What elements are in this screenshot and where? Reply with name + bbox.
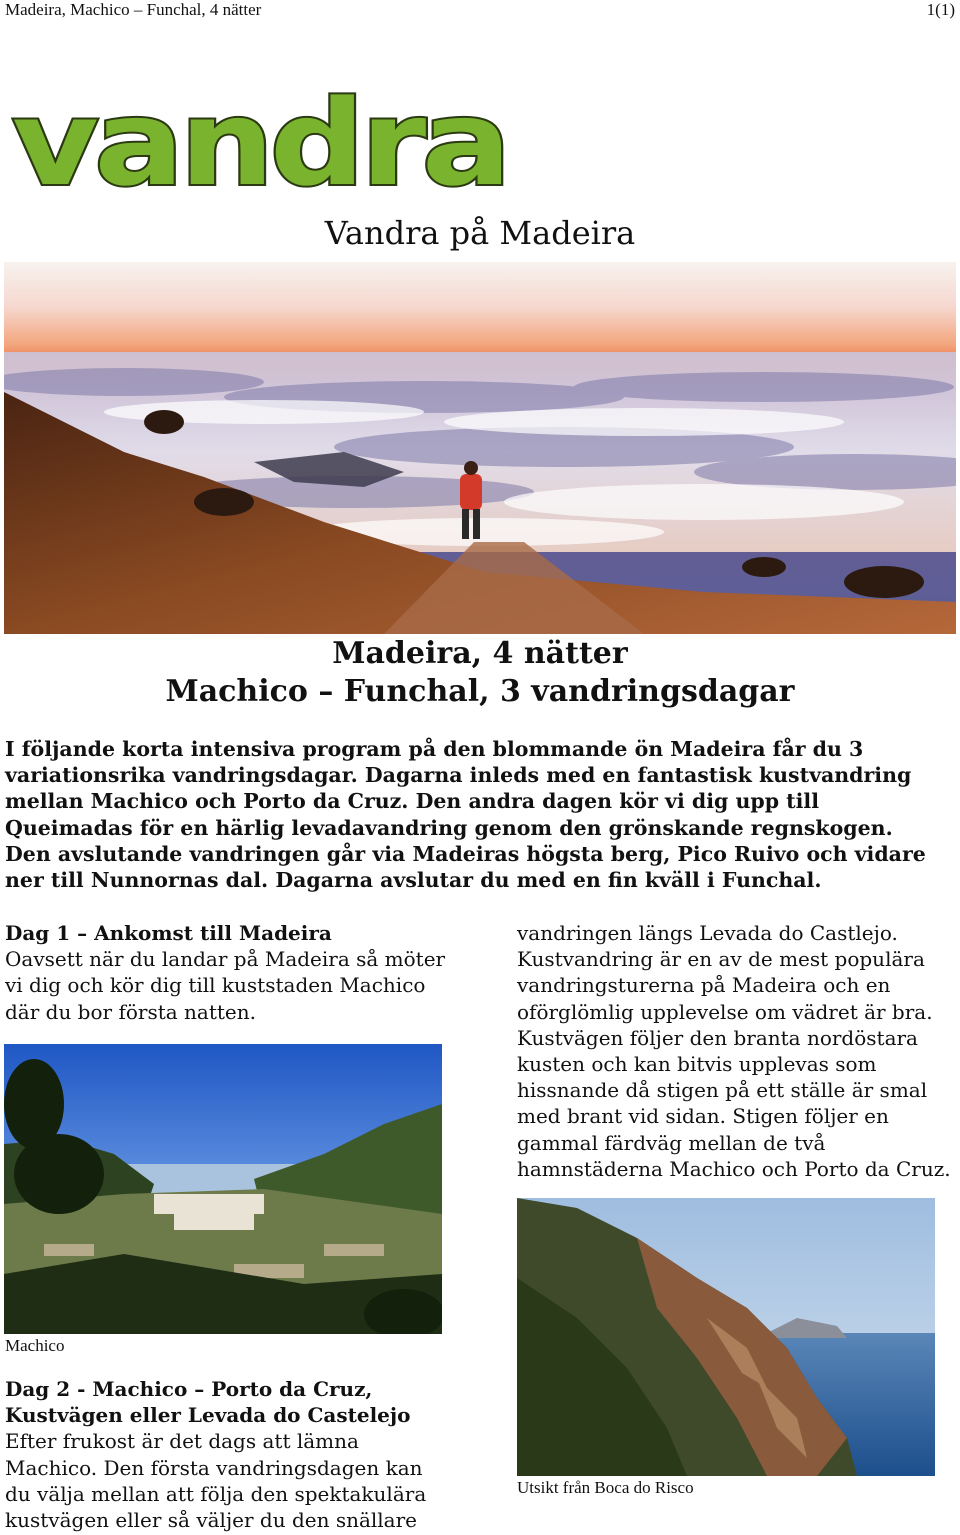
day1-heading: Dag 1 – Ankomst till Madeira bbox=[5, 921, 332, 945]
day1-text-line: där du bor första natten. bbox=[5, 999, 256, 1024]
intro-line: ner till Nunnornas dal. Dagarna avslutar du med en fin kväll i Funchal. bbox=[5, 868, 822, 893]
right-text-line: Kustvägen följer den branta nordöstara bbox=[517, 1025, 918, 1050]
day2-heading-line-2: Kustvägen eller Levada do Castelejo bbox=[5, 1403, 411, 1428]
intro-line: I följande korta intensiva program på den blommande ön Madeira får du 3 bbox=[5, 737, 864, 761]
machico-photo bbox=[4, 1044, 442, 1334]
right-text-line: med brant vid sidan. Stigen följer en bbox=[517, 1104, 889, 1129]
svg-text:vandra: vandra bbox=[12, 92, 507, 197]
subtitle-line-1: Madeira, 4 nätter bbox=[332, 636, 628, 671]
day2-text-line: kustvägen eller så väljer du den snällare bbox=[5, 1508, 418, 1533]
vandra-logo bbox=[4, 92, 514, 197]
intro-line: Den avslutande vandringen går via Madeiras högsta berg, Pico Ruivo och vidare bbox=[5, 841, 926, 866]
right-text-line: vandringen längs Levada do Castlejo. bbox=[517, 921, 898, 945]
right-text-line: Kustvandring är en av de mest populära bbox=[517, 947, 925, 972]
intro-paragraph bbox=[5, 736, 955, 893]
right-text-line: vandringsturerna på Madeira och en bbox=[517, 973, 891, 998]
page-number: 1(1) bbox=[926, 0, 955, 19]
right-text-line: gammal färdväg mellan de två bbox=[517, 1130, 826, 1155]
intro-line: variationsrika vandringsdagar. Dagarna inleds med en fantastisk kustvandring bbox=[5, 763, 912, 788]
right-text-line: oförglömlig upplevelse om vädret är bra. bbox=[517, 999, 933, 1024]
right-text-line: hissnande då stigen på ett ställe är smal bbox=[517, 1078, 928, 1103]
right-column-text bbox=[517, 920, 957, 1182]
subtitle-line-2: Machico – Funchal, 3 vandringsdagar bbox=[165, 674, 795, 709]
day2-text-line: Machico. Den första vandringsdagen kan bbox=[5, 1455, 423, 1480]
right-text-line: kusten och kan bitvis upplevas som bbox=[517, 1052, 877, 1077]
document-header-title: Madeira, Machico – Funchal, 4 nätter bbox=[5, 0, 262, 19]
boca-do-risco-photo bbox=[517, 1198, 935, 1476]
right-text-line: hamnstäderna Machico och Porto da Cruz. bbox=[517, 1156, 951, 1181]
intro-line: Queimadas för en härlig levadavandring genom den grönskande regnskogen. bbox=[5, 815, 893, 840]
intro-line: mellan Machico och Porto da Cruz. Den andra dagen kör vi dig upp till bbox=[5, 789, 820, 814]
day2-text-line: Efter frukost är det dags att lämna bbox=[5, 1429, 359, 1454]
day2-heading-line-1: Dag 2 - Machico – Porto da Cruz, bbox=[5, 1377, 373, 1401]
page-title: Vandra på Madeira bbox=[324, 214, 636, 252]
day1-text-line: vi dig och kör dig till kuststaden Machico bbox=[5, 973, 426, 998]
day1-section bbox=[5, 920, 475, 1025]
machico-caption: Machico bbox=[5, 1336, 65, 1355]
boca-do-risco-caption: Utsikt från Boca do Risco bbox=[517, 1478, 694, 1497]
day2-section bbox=[5, 1376, 475, 1533]
hero-photo-sea-of-clouds bbox=[4, 262, 956, 634]
day1-text-line: Oavsett när du landar på Madeira så möter bbox=[5, 947, 446, 972]
day2-text-line: du välja mellan att följa den spektakulära bbox=[5, 1481, 427, 1506]
